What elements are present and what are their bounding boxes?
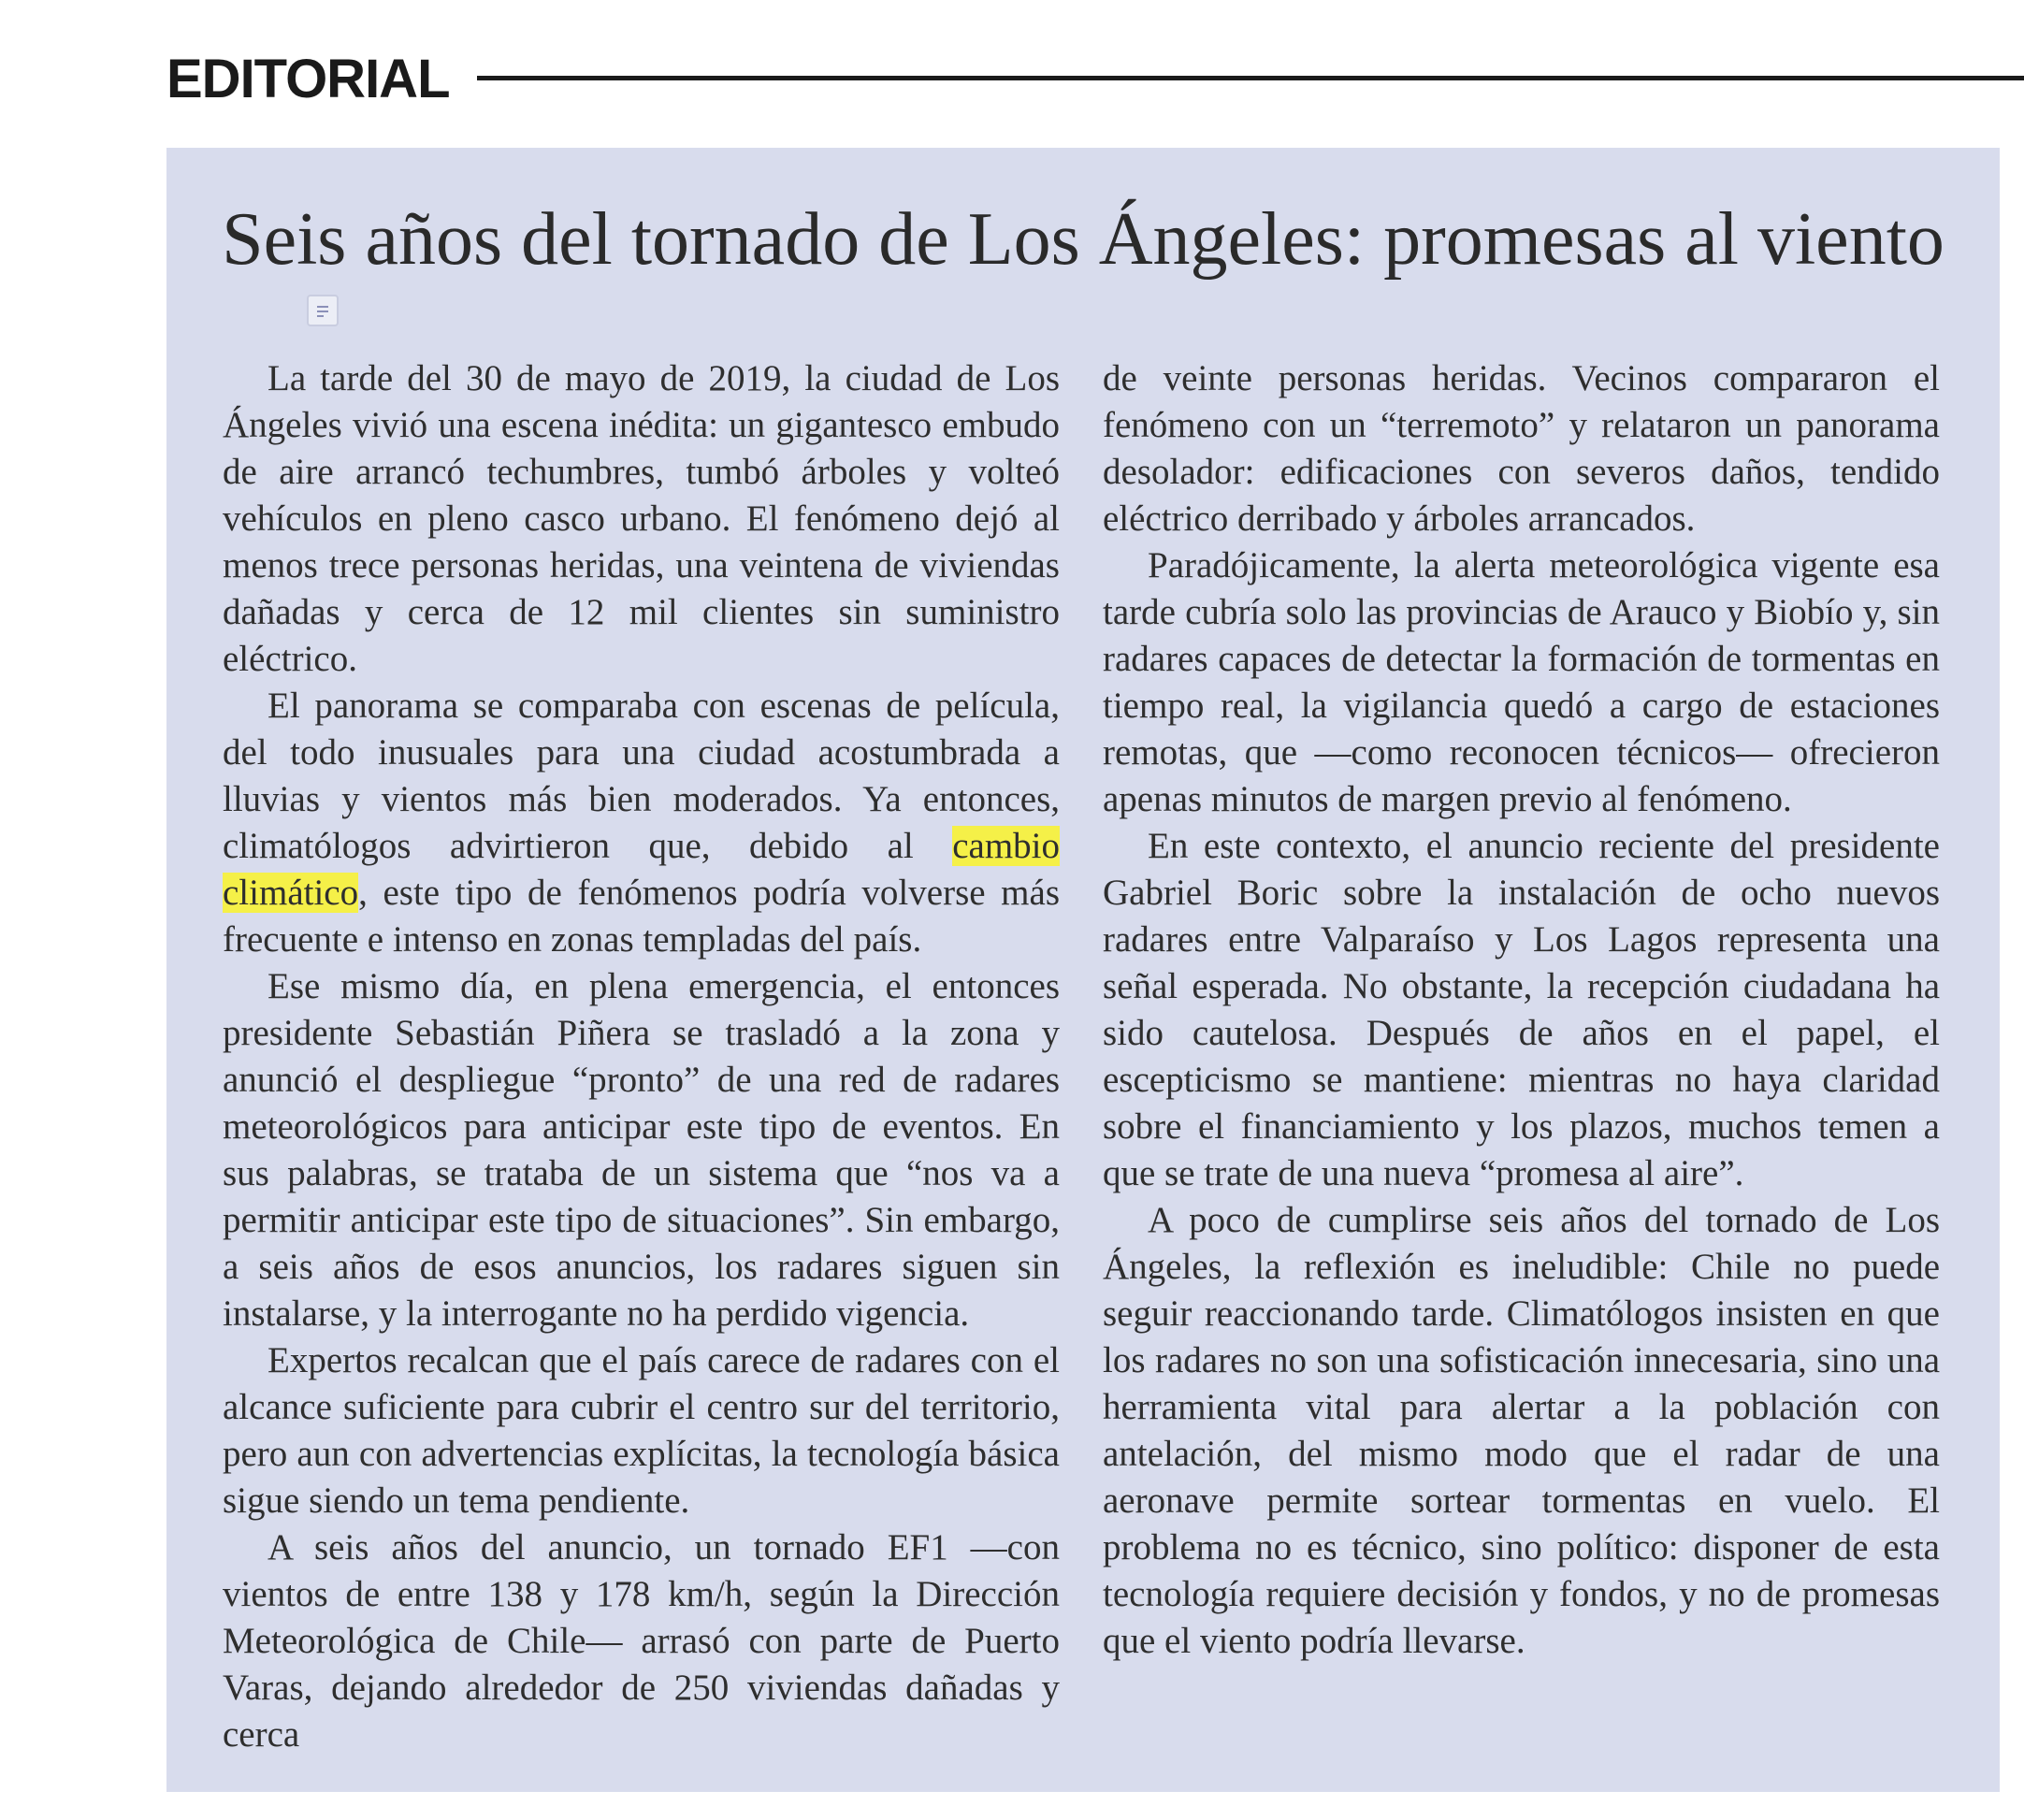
right-column [1103,355,1940,1758]
article-headline: Seis años del tornado de Los Ángeles: promesas al viento [222,198,1944,281]
paragraph: A poco de cumplirse seis años del tornado de Los Ángeles, la reflexión es ineludible: Chile no puede seguir reaccionando tarde. Climatólogos insisten en que los radares no son una sofisticación innecesaria, sino una herramienta vital para alertar a la población con antelación, del mismo modo que el radar de una aeronave permite sortear tormentas en vuelo. El problema no es técnico, sino político: disponer de esta tecnología requiere decisión y fondos, y no de promesas que el viento podría llevarse. [1103,1200,1940,1661]
header-rule [477,76,2024,80]
paragraph [223,683,1060,963]
article-columns [223,355,1940,1758]
paragraph: A seis años del anuncio, un tornado EF1 —con vientos de entre 138 y 178 km/h, según la Dirección Meteorológica de Chile— arrasó con parte de Puerto Varas, dejando alrededor de 250 viviendas dañadas y cerca [223,1527,1060,1755]
paragraph-text: El panorama se comparaba con escenas de película, del todo inusuales para una ciudad acostumbrada a lluvias y vientos más bien moderados. Ya entonces, climatólogos advirtieron que, debido al [223,686,1060,866]
paragraph: En este contexto, el anuncio reciente del presidente Gabriel Boric sobre la instalación de ocho nuevos radares entre Valparaíso y Los Lagos representa una señal esperada. No obstante, la recepción ciudadana ha sido cautelosa. Después de años en el papel, el escepticismo se mantiene: mientras no haya claridad sobre el financiamiento y los plazos, muchos temen a que se trate de una nueva “promesa al aire”. [1103,826,1940,1193]
editorial-panel [166,148,2000,1792]
paragraph: La tarde del 30 de mayo de 2019, la ciudad de Los Ángeles vivió una escena inédita: un gigantesco embudo de aire arrancó techumbres, tumbó árboles y volteó vehículos en pleno casco urbano. El fenómeno dejó al menos trece personas heridas, una veintena de viviendas dañadas y cerca de 12 mil clientes sin suministro eléctrico. [223,358,1060,679]
paragraph-text: , este tipo de fenómenos podría volverse más frecuente e intenso en zonas templadas del país. [223,873,1060,960]
paragraph: Paradójicamente, la alerta meteorológica vigente esa tarde cubría solo las provincias de Arauco y Biobío y, sin radares capaces de detectar la formación de tormentas en tiempo real, la vigilancia quedó a cargo de estaciones remotas, que —como reconocen técnicos— ofrecieron apenas minutos de margen previo al fenómeno. [1103,545,1940,819]
paragraph: Expertos recalcan que el país carece de radares con el alcance suficiente para cubrir el centro sur del territorio, pero aun con advertencias explícitas, la tecnología básica sigue siendo un tema pendiente. [223,1340,1060,1521]
comment-icon[interactable] [307,295,339,326]
paragraph: de veinte personas heridas. Vecinos compararon el fenómeno con un “terremoto” y relataron un panorama desolador: edificaciones con severos daños, tendido eléctrico derribado y árboles arrancados. [1103,358,1940,539]
highlighted-word[interactable]: climático [223,873,359,913]
paragraph: Ese mismo día, en plena emergencia, el entonces presidente Sebastián Piñera se trasladó a la zona y anunció el despliegue “pronto” de una red de radares meteorológicos para anticipar este tipo de eventos. En sus palabras, se trataba de un sistema que “nos va a permitir anticipar este tipo de situaciones”. Sin embargo, a seis años de esos anuncios, los radares siguen sin instalarse, y la interrogante no ha perdido vigencia. [223,966,1060,1334]
left-column [223,355,1060,1758]
section-label: EDITORIAL [166,49,450,109]
section-header [166,47,2024,112]
highlighted-word[interactable]: cambio [952,826,1060,866]
